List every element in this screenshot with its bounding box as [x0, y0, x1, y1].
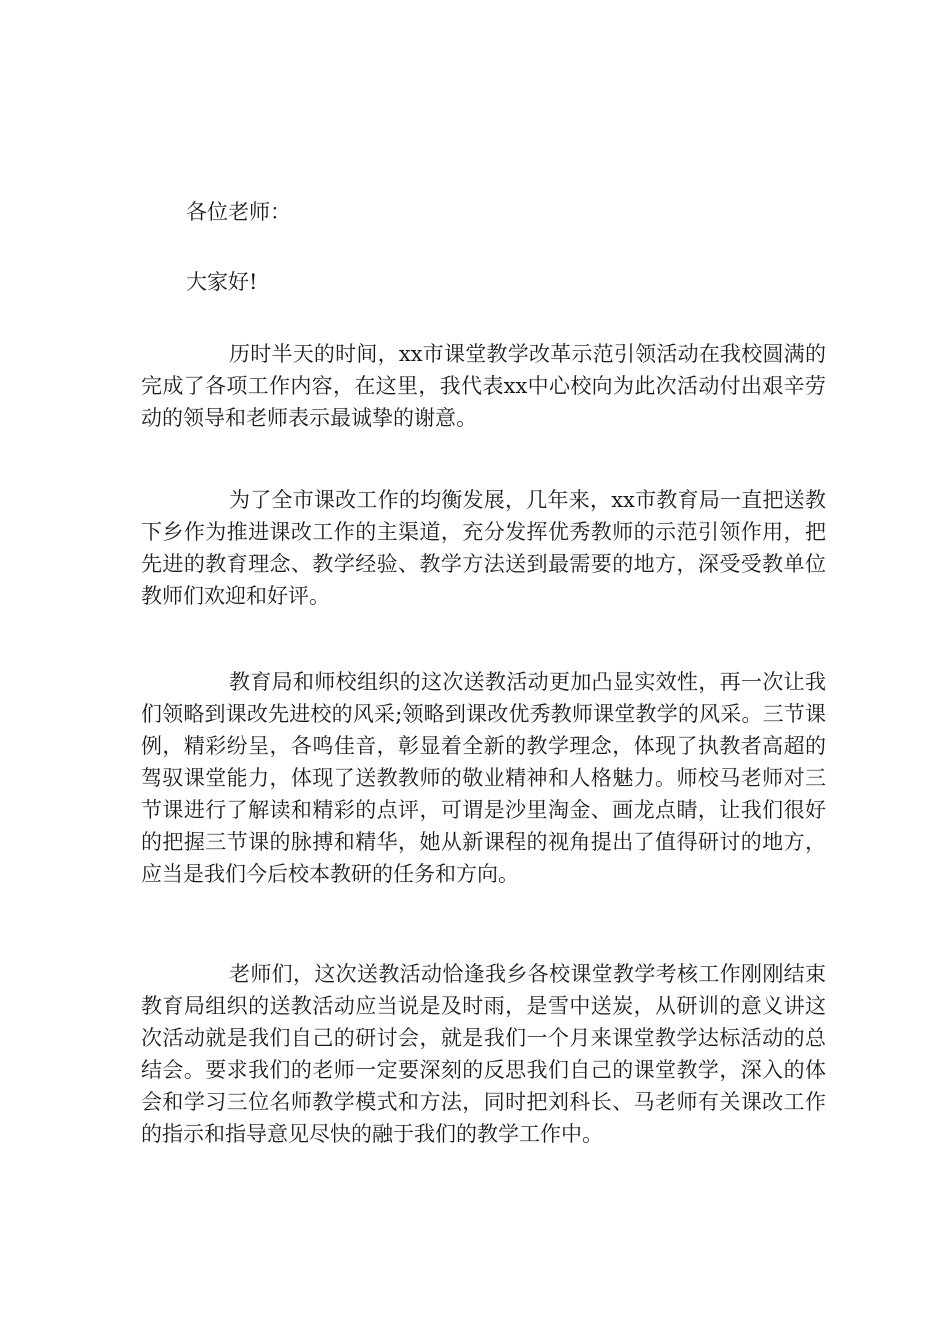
paragraph-4 — [141, 958, 826, 1150]
paragraph-3 — [141, 666, 826, 890]
greeting: 大家好! — [186, 270, 258, 294]
paragraph-text: 历时半天的时间，xx市课堂教学改革示范引领活动在我校圆满的完成了各项工作内容，在这里，我代表xx中心校向为此次活动付出艰辛劳动的领导和老师表示最诚挚的谢意。 — [141, 342, 826, 430]
paragraph-text: 教育局和师校组织的这次送教活动更加凸显实效性，再一次让我们领略到课改先进校的风采;领略到课改优秀教师课堂教学的风采。三节课例，精彩纷呈，各鸣佳音，彰显着全新的教学理念，体现了执教者高超的驾驭课堂能力，体现了送教教师的敬业精神和人格魅力。师校马老师对三节课进行了解读和精彩的点评，可谓是沙里淘金、画龙点睛，让我们很好的把握三节课的脉搏和精华，她从新课程的视角提出了值得研讨的地方，应当是我们今后校本教研的任务和方向。 — [141, 670, 826, 886]
paragraph-text: 老师们，这次送教活动恰逢我乡各校课堂教学考核工作刚刚结束教育局组织的送教活动应当说是及时雨，是雪中送炭，从研训的意义讲这次活动就是我们自己的研讨会，就是我们一个月来课堂教学达标活动的总结会。要求我们的老师一定要深刻的反思我们自己的课堂教学，深入的体会和学习三位名师教学模式和方法，同时把刘科长、马老师有关课改工作的指示和指导意见尽快的融于我们的教学工作中。 — [141, 962, 826, 1146]
paragraph-2 — [141, 484, 826, 612]
salutation: 各位老师： — [186, 200, 291, 224]
paragraph-1 — [141, 338, 826, 434]
paragraph-text: 为了全市课改工作的均衡发展，几年来，xx市教育局一直把送教下乡作为推进课改工作的主渠道，充分发挥优秀教师的示范引领作用，把先进的教育理念、教学经验、教学方法送到最需要的地方，深受受教单位教师们欢迎和好评。 — [141, 488, 826, 608]
